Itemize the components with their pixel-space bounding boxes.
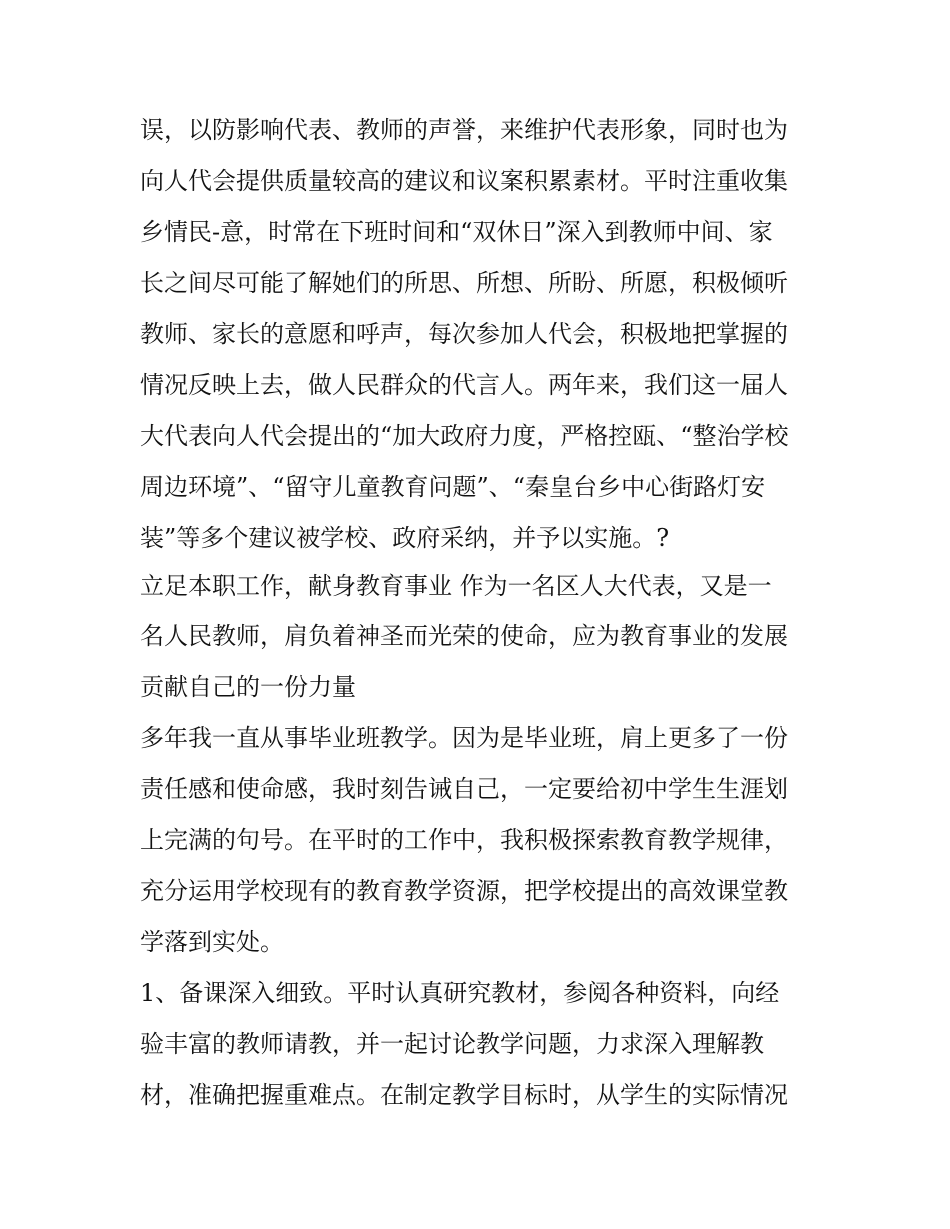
text-line-5: 教师、家长的意愿和呼声，每次参加人代会，积极地把掌握的 [140,320,788,348]
text-line-2: 向人代会提供质量较高的建议和议案积累素材。平时注重收集 [140,167,788,195]
text-line-6: 情况反映上去，做人民群众的代言人。两年来，我们这一届人 [140,371,788,399]
text-line-16: 充分运用学校现有的教育教学资源，把学校提出的高效课堂教 [140,877,788,905]
text-line-3: 乡情民-意，时常在下班时间和“双休日”深入到教师中间、家 [140,218,773,246]
text-line-12: 贡献自己的一份力量 [140,673,356,701]
text-line-7: 大代表向人代会提出的“加大政府力度，严格控瓯、“整治学校 [140,422,789,450]
text-line-1: 误，以防影响代表、教师的声誉，来维护代表形象，同时也为 [140,116,788,144]
text-line-8: 周边环境”、“留守儿童教育问题”、“秦皇台乡中心街路灯安 [140,473,766,501]
text-line-14: 责任感和使命感，我时刻告诫自己，一定要给初中学生生涯划 [140,775,788,803]
text-line-13: 多年我一直从事毕业班教学。因为是毕业班，肩上更多了一份 [140,724,788,752]
text-line-4: 长之间尽可能了解她们的所思、所想、所盼、所愿，积极倾听 [140,269,788,297]
text-line-10: 立足本职工作，献身教育事业 作为一名区人大代表，又是一 [140,572,772,600]
text-line-20: 材，准确把握重难点。在制定教学目标时，从学生的实际情况 [140,1081,788,1109]
text-line-9: 装”等多个建议被学校、政府采纳，并予以实施。? [140,524,670,552]
text-line-11: 名人民教师，肩负着神圣而光荣的使命，应为教育事业的发展 [140,622,788,650]
text-line-18: 1、备课深入细致。平时认真研究教材，参阅各种资料，向经 [140,979,780,1007]
text-line-15: 上完满的句号。在平时的工作中，我积极探索教育教学规律， [140,826,788,854]
text-line-19: 验丰富的教师请教，并一起讨论教学问题，力求深入理解教 [140,1030,764,1058]
text-line-17: 学落到实处。 [140,928,284,956]
